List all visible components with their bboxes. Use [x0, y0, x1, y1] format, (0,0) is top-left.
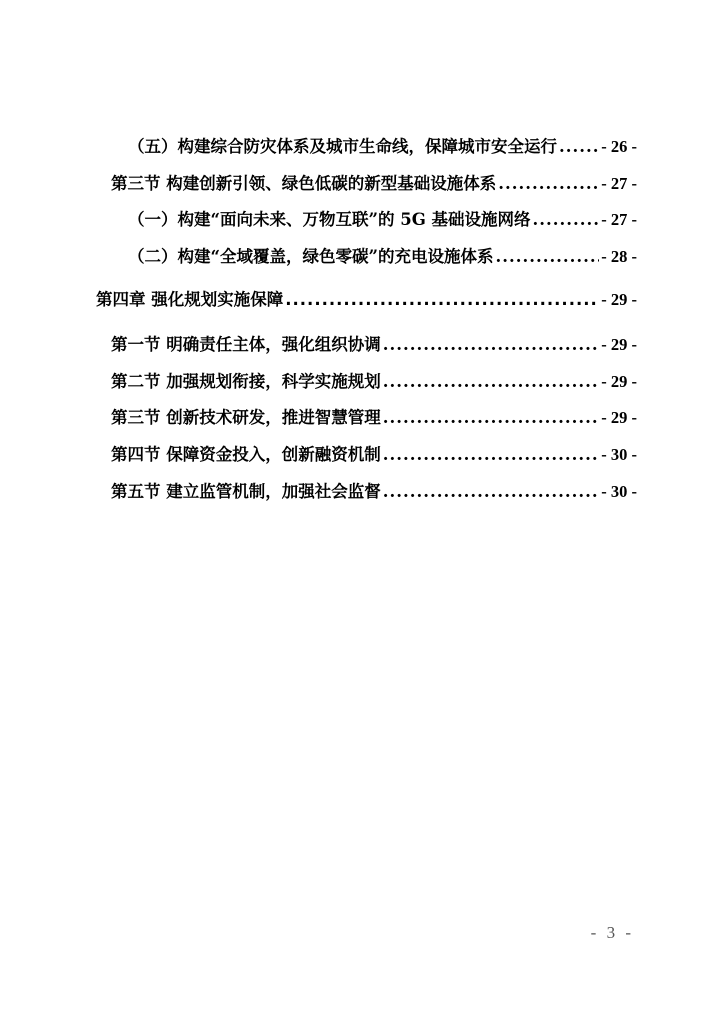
- toc-dot-leader: [383, 482, 600, 501]
- toc-entry-title: 第五节 建立监管机制，加强社会监督: [111, 482, 381, 501]
- toc-dot-leader: [559, 137, 599, 156]
- toc-entry-title: 第一节 明确责任主体，强化组织协调: [111, 335, 381, 354]
- toc-entry[interactable]: [111, 170, 637, 194]
- toc-entry[interactable]: [111, 331, 637, 355]
- toc-entry-title: （二）构建“全域覆盖，绿色零碳”的充电设施体系: [128, 247, 494, 266]
- toc-entry-page: - 29 -: [601, 372, 637, 391]
- toc-entry-title: 第四章 强化规划实施保障: [96, 290, 284, 309]
- toc-entry-page: - 29 -: [601, 408, 637, 427]
- toc-entry-page: - 29 -: [601, 290, 637, 309]
- toc-entry-title: （五）构建综合防灾体系及城市生命线，保障城市安全运行: [128, 137, 557, 156]
- toc-entry-title: 第三节 构建创新引领、绿色低碳的新型基础设施体系: [111, 174, 497, 193]
- toc-entry[interactable]: [111, 478, 637, 502]
- toc-entry[interactable]: [111, 404, 637, 428]
- toc-entry-page: - 29 -: [601, 335, 637, 354]
- toc-entry-page: - 27 -: [601, 174, 637, 193]
- toc-entry-chapter[interactable]: [96, 286, 637, 310]
- toc-entry-title: （一）构建“面向未来、万物互联”的 5G 基础设施网络: [128, 210, 531, 229]
- toc-entry[interactable]: [128, 206, 637, 230]
- toc-dot-leader: [498, 174, 599, 193]
- toc-dot-leader: [383, 335, 600, 354]
- toc-entry-page: - 28 -: [601, 247, 637, 266]
- toc-entry-page: - 30 -: [601, 445, 637, 464]
- toc-entry[interactable]: [128, 133, 637, 157]
- toc-dot-leader: [383, 408, 600, 427]
- toc-dot-leader: [533, 210, 600, 229]
- toc-entry-title: 第二节 加强规划衔接，科学实施规划: [111, 372, 381, 391]
- toc-dot-leader: [383, 372, 600, 391]
- toc-entry[interactable]: [111, 368, 637, 392]
- toc-entry-title: 第三节 创新技术研发，推进智慧管理: [111, 408, 381, 427]
- toc-dot-leader: [285, 290, 599, 309]
- toc-dot-leader: [383, 445, 600, 464]
- toc-dot-leader: [495, 247, 599, 266]
- toc-entry-title: 第四节 保障资金投入，创新融资机制: [111, 445, 381, 464]
- toc-entry[interactable]: [111, 441, 637, 465]
- toc-entry-page: - 26 -: [601, 137, 637, 156]
- page-number: - 3 -: [590, 923, 634, 942]
- toc-entry-page: - 27 -: [601, 210, 637, 229]
- toc-entry[interactable]: [128, 243, 637, 267]
- toc-entry-page: - 30 -: [601, 482, 637, 501]
